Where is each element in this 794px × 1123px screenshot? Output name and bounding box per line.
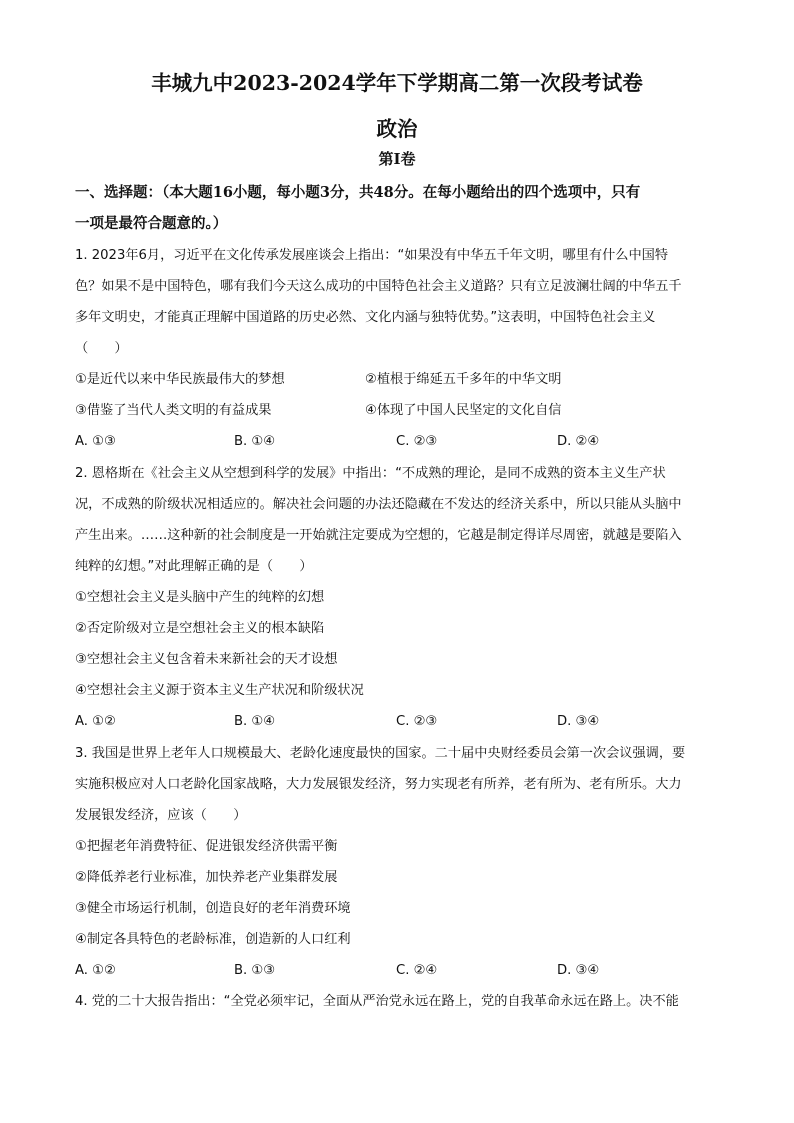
section-instructions bbox=[75, 177, 735, 239]
question-1-choice-c: C. ②③ bbox=[396, 434, 438, 449]
question-1-line-3: 多年文明史，才能真正理解中国道路的历史必然、文化内涵与独特优势。”这表明，中国特色社会主义 bbox=[75, 310, 656, 325]
question-2-choice-d: D. ③④ bbox=[557, 714, 600, 729]
subject-title: 政治 bbox=[376, 117, 418, 141]
volume-label: 第Ⅰ卷 bbox=[378, 150, 416, 168]
question-2-line-1: 2. 恩格斯在《社会主义从空想到科学的发展》中指出：“不成熟的理论，是同不成熟的资本主义生产状 bbox=[75, 466, 666, 481]
question-1-choice-b: B. ①④ bbox=[234, 434, 276, 449]
question-1-statement-4: ④体现了中国人民坚定的文化自信 bbox=[365, 403, 562, 418]
question-1-statement-1: ①是近代以来中华民族最伟大的梦想 bbox=[75, 372, 285, 387]
question-3-statement-2: ②降低养老行业标准，加快养老产业集群发展 bbox=[75, 870, 338, 885]
section-line-2: 一项是最符合题意的。） bbox=[75, 215, 228, 232]
question-1-statement-2: ②植根于绵延五千多年的中华文明 bbox=[365, 372, 562, 387]
question-3-choice-b: B. ①③ bbox=[234, 963, 276, 978]
question-2-choice-a: A. ①② bbox=[75, 714, 116, 729]
question-2-line-4: 纯粹的幻想。”对此理解正确的是（ ） bbox=[75, 559, 313, 574]
question-3-line-2: 实施积极应对人口老龄化国家战略，大力发展银发经济，努力实现老有所养，老有所为、老有所乐。大力 bbox=[75, 777, 682, 792]
question-2-line-2: 况，不成熟的阶级状况相适应的。解决社会问题的办法还隐藏在不发达的经济关系中，所以只能从头脑中 bbox=[75, 497, 682, 512]
question-2-statement-3: ③空想社会主义包含着未来新社会的天才设想 bbox=[75, 652, 338, 667]
question-3-line-3: 发展银发经济，应该（ ） bbox=[75, 808, 247, 823]
question-1-line-1: 1. 2023年6月，习近平在文化传承发展座谈会上指出：“如果没有中华五千年文明，哪里有什么中国特 bbox=[75, 248, 669, 263]
question-3-statement-3: ③健全市场运行机制，创造良好的老年消费环境 bbox=[75, 901, 351, 916]
question-3-choice-d: D. ③④ bbox=[557, 963, 600, 978]
question-2-line-3: 产生出来。……这种新的社会制度是一开始就注定要成为空想的，它越是制定得详尽周密，就越是要陷入 bbox=[75, 528, 682, 543]
question-3-statement-1: ①把握老年消费特征、促进银发经济供需平衡 bbox=[75, 839, 338, 854]
question-4-line-1: 4. 党的二十大报告指出：“全党必须牢记，全面从严治党永远在路上，党的自我革命永远在路上。决不能 bbox=[75, 994, 679, 1009]
question-3-choice-c: C. ②④ bbox=[396, 963, 438, 978]
question-2-choice-b: B. ①④ bbox=[234, 714, 276, 729]
section-line-1: 一、选择题：（本大题16小题，每小题3分，共48分。在每小题给出的四个选项中，只有 bbox=[75, 184, 641, 201]
question-1-line-2: 色？如果不是中国特色，哪有我们今天这么成功的中国特色社会主义道路？只有立足波澜壮阔的中华五千 bbox=[75, 279, 682, 294]
question-1-line-4: （ ） bbox=[75, 341, 128, 356]
question-2-statement-1: ①空想社会主义是头脑中产生的纯粹的幻想 bbox=[75, 590, 325, 605]
question-2-choice-c: C. ②③ bbox=[396, 714, 438, 729]
question-3-statement-4: ④制定各具特色的老龄标准，创造新的人口红利 bbox=[75, 932, 351, 947]
question-2-statement-4: ④空想社会主义源于资本主义生产状况和阶级状况 bbox=[75, 683, 364, 698]
exam-title: 丰城九中2023-2024学年下学期高二第一次段考试卷 bbox=[151, 71, 643, 95]
question-1-choice-a: A. ①③ bbox=[75, 434, 116, 449]
question-1-choice-d: D. ②④ bbox=[557, 434, 600, 449]
question-2-statement-2: ②否定阶级对立是空想社会主义的根本缺陷 bbox=[75, 621, 325, 636]
question-3-line-1: 3. 我国是世界上老年人口规模最大、老龄化速度最快的国家。二十届中央财经委员会第一次会议强调，要 bbox=[75, 746, 686, 761]
question-3-choice-a: A. ①② bbox=[75, 963, 116, 978]
question-1-statement-3: ③借鉴了当代人类文明的有益成果 bbox=[75, 403, 272, 418]
